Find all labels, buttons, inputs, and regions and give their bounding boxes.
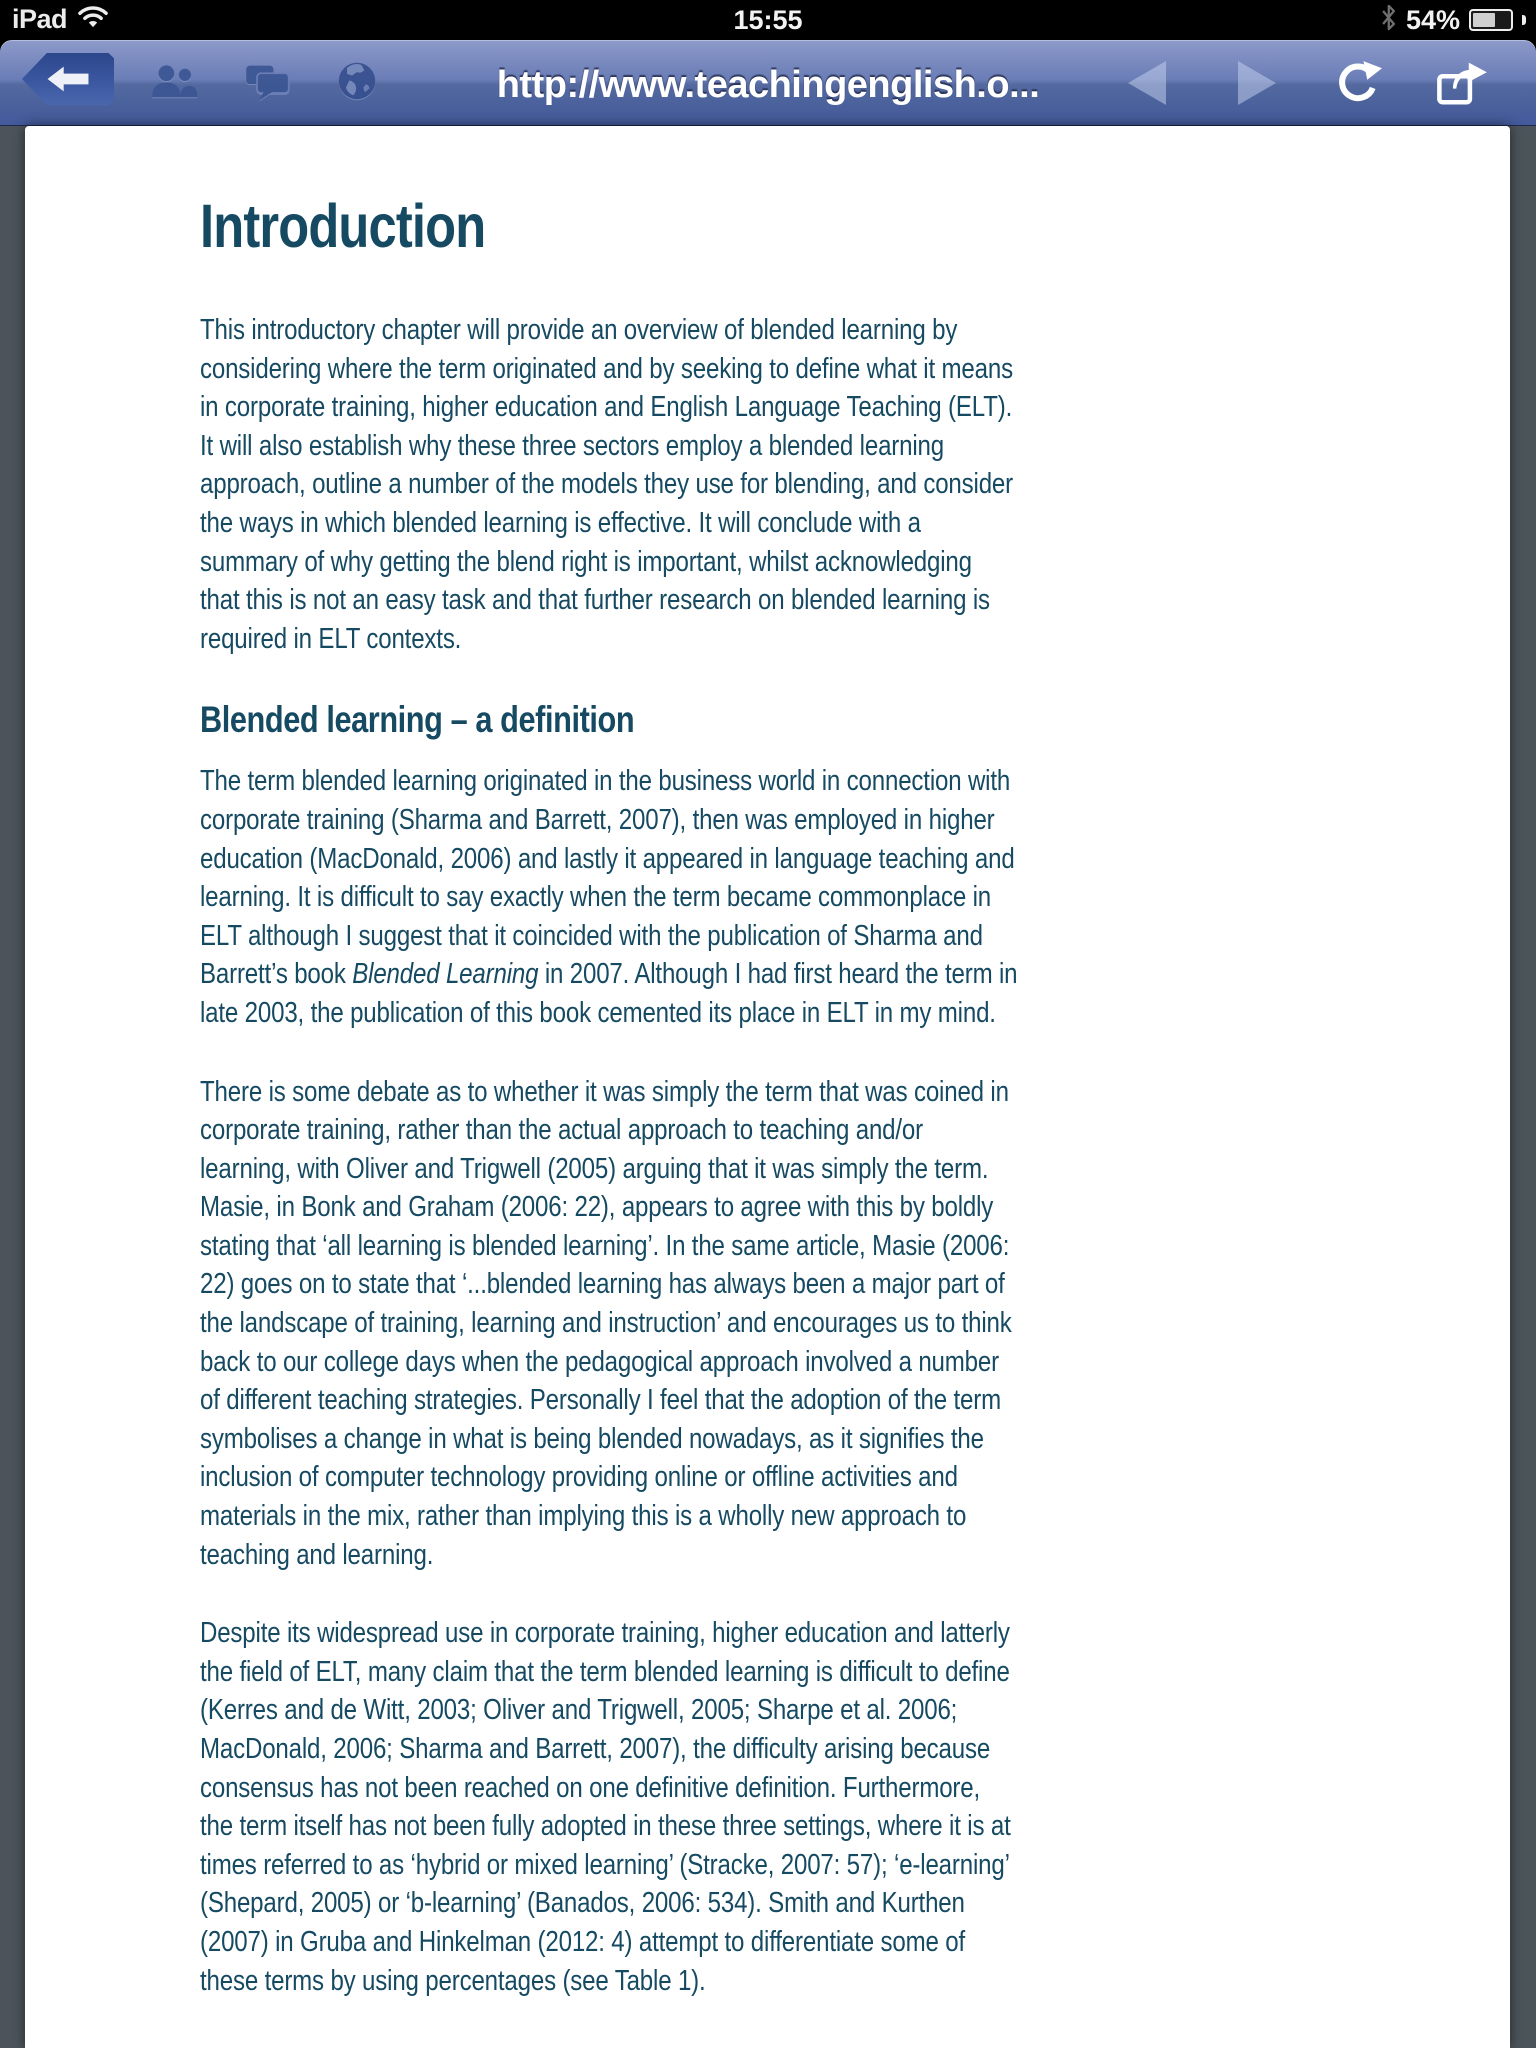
nav-forward-button[interactable]: [1238, 61, 1276, 105]
paragraph-text: in 2007. Although I had first heard the term in late 2003, the publication of this book cemented its place in ELT in my mind.: [200, 958, 1018, 1029]
share-button[interactable]: [1436, 60, 1488, 111]
battery-icon: [1469, 9, 1513, 31]
status-bar: [0, 0, 1536, 40]
web-content-scroll[interactable]: [0, 126, 1536, 2048]
browser-toolbar: [0, 40, 1536, 126]
article-body: [200, 126, 1018, 2040]
document-page: [25, 126, 1510, 2048]
section-heading: Blended learning – a definition: [200, 699, 635, 741]
paragraph: [200, 762, 1018, 1032]
bluetooth-icon: [1380, 4, 1397, 36]
wifi-icon: [77, 5, 109, 34]
reload-icon: [1334, 59, 1382, 107]
battery-percent: 54%: [1405, 4, 1460, 35]
battery-nub: [1522, 15, 1526, 25]
book-title-italic: Blended Learning: [352, 958, 539, 991]
clock: 15:55: [733, 5, 803, 35]
address-bar[interactable]: http://www.teachingenglish.o...: [496, 64, 1040, 106]
reload-button[interactable]: [1334, 59, 1382, 112]
share-icon: [1436, 60, 1488, 106]
nav-back-button[interactable]: [1128, 61, 1166, 105]
paragraph: This introductory chapter will provide an overview of blended learning by considering where the term originated and by seeking to define what it means in corporate training, higher education and English Language Teaching (ELT). It will also establish why these three sectors employ a blended learning approach, outline a number of the models they use for blending, and consider the ways in which blended learning is effective. It will conclude with a summary of why getting the blend right is important, whilst acknowledging that this is not an easy task and that further research on blended learning is required in ELT contexts.: [200, 314, 1013, 655]
paragraph: There is some debate as to whether it was simply the term that was coined in corporate training, rather than the actual approach to teaching and/or learning, with Oliver and Trigwell (2005) arguing that it was simply the term. Masie, in Bonk and Graham (2006: 22), appears to agree with this by boldly stating that ‘all learning is blended learning’. In the same article, Masie (2006: 22) goes on to state that ‘...blended learning has always been a major part of the landscape of training, learning and instruction’ and encourages us to think back to our college days when the pedagogical approach involved a number of different teaching strategies. Personally I feel that the adoption of the term symbolises a change in what is being blended nowadays, as it signifies the inclusion of computer technology providing online or offline activities and materials in the mix, rather than implying this is a wholly new approach to teaching and learning.: [200, 1075, 1012, 1571]
device-label: iPad: [12, 4, 68, 34]
paragraph: Despite its widespread use in corporate training, higher education and latterly the field of ELT, many claim that the term blended learning is difficult to define (Kerres and de Witt, 2003; Oliver and Trigwell, 2005; Sharpe et al. 2006; MacDonald, 2006; Sharma and Barrett, 2007), the difficulty arising because consensus has not been reached on one definitive definition. Furthermore, the term itself has not been fully adopted in these three settings, where it is at times referred to as ‘hybrid or mixed learning’ (Stracke, 2007: 57); ‘e-learning’ (Shepard, 2005) or ‘b-learning’ (Banados, 2006: 534). Smith and Kurthen (2007) in Gruba and Hinkelman (2012: 4) attempt to differentiate some of these terms by using percentages (see Table 1).: [200, 1617, 1011, 1997]
paragraph-text: The term blended learning originated in the business world in connection with corporate training (Sharma and Barrett, 2007), then was employed in higher education (MacDonald, 2006) and lastly it appeared in language teaching and learning. It is difficult to say exactly when the term became commonplace in ELT although I suggest that it coincided with the publication of Sharma and Barrett’s book: [200, 765, 1015, 991]
page-title: Introduction: [200, 192, 486, 260]
